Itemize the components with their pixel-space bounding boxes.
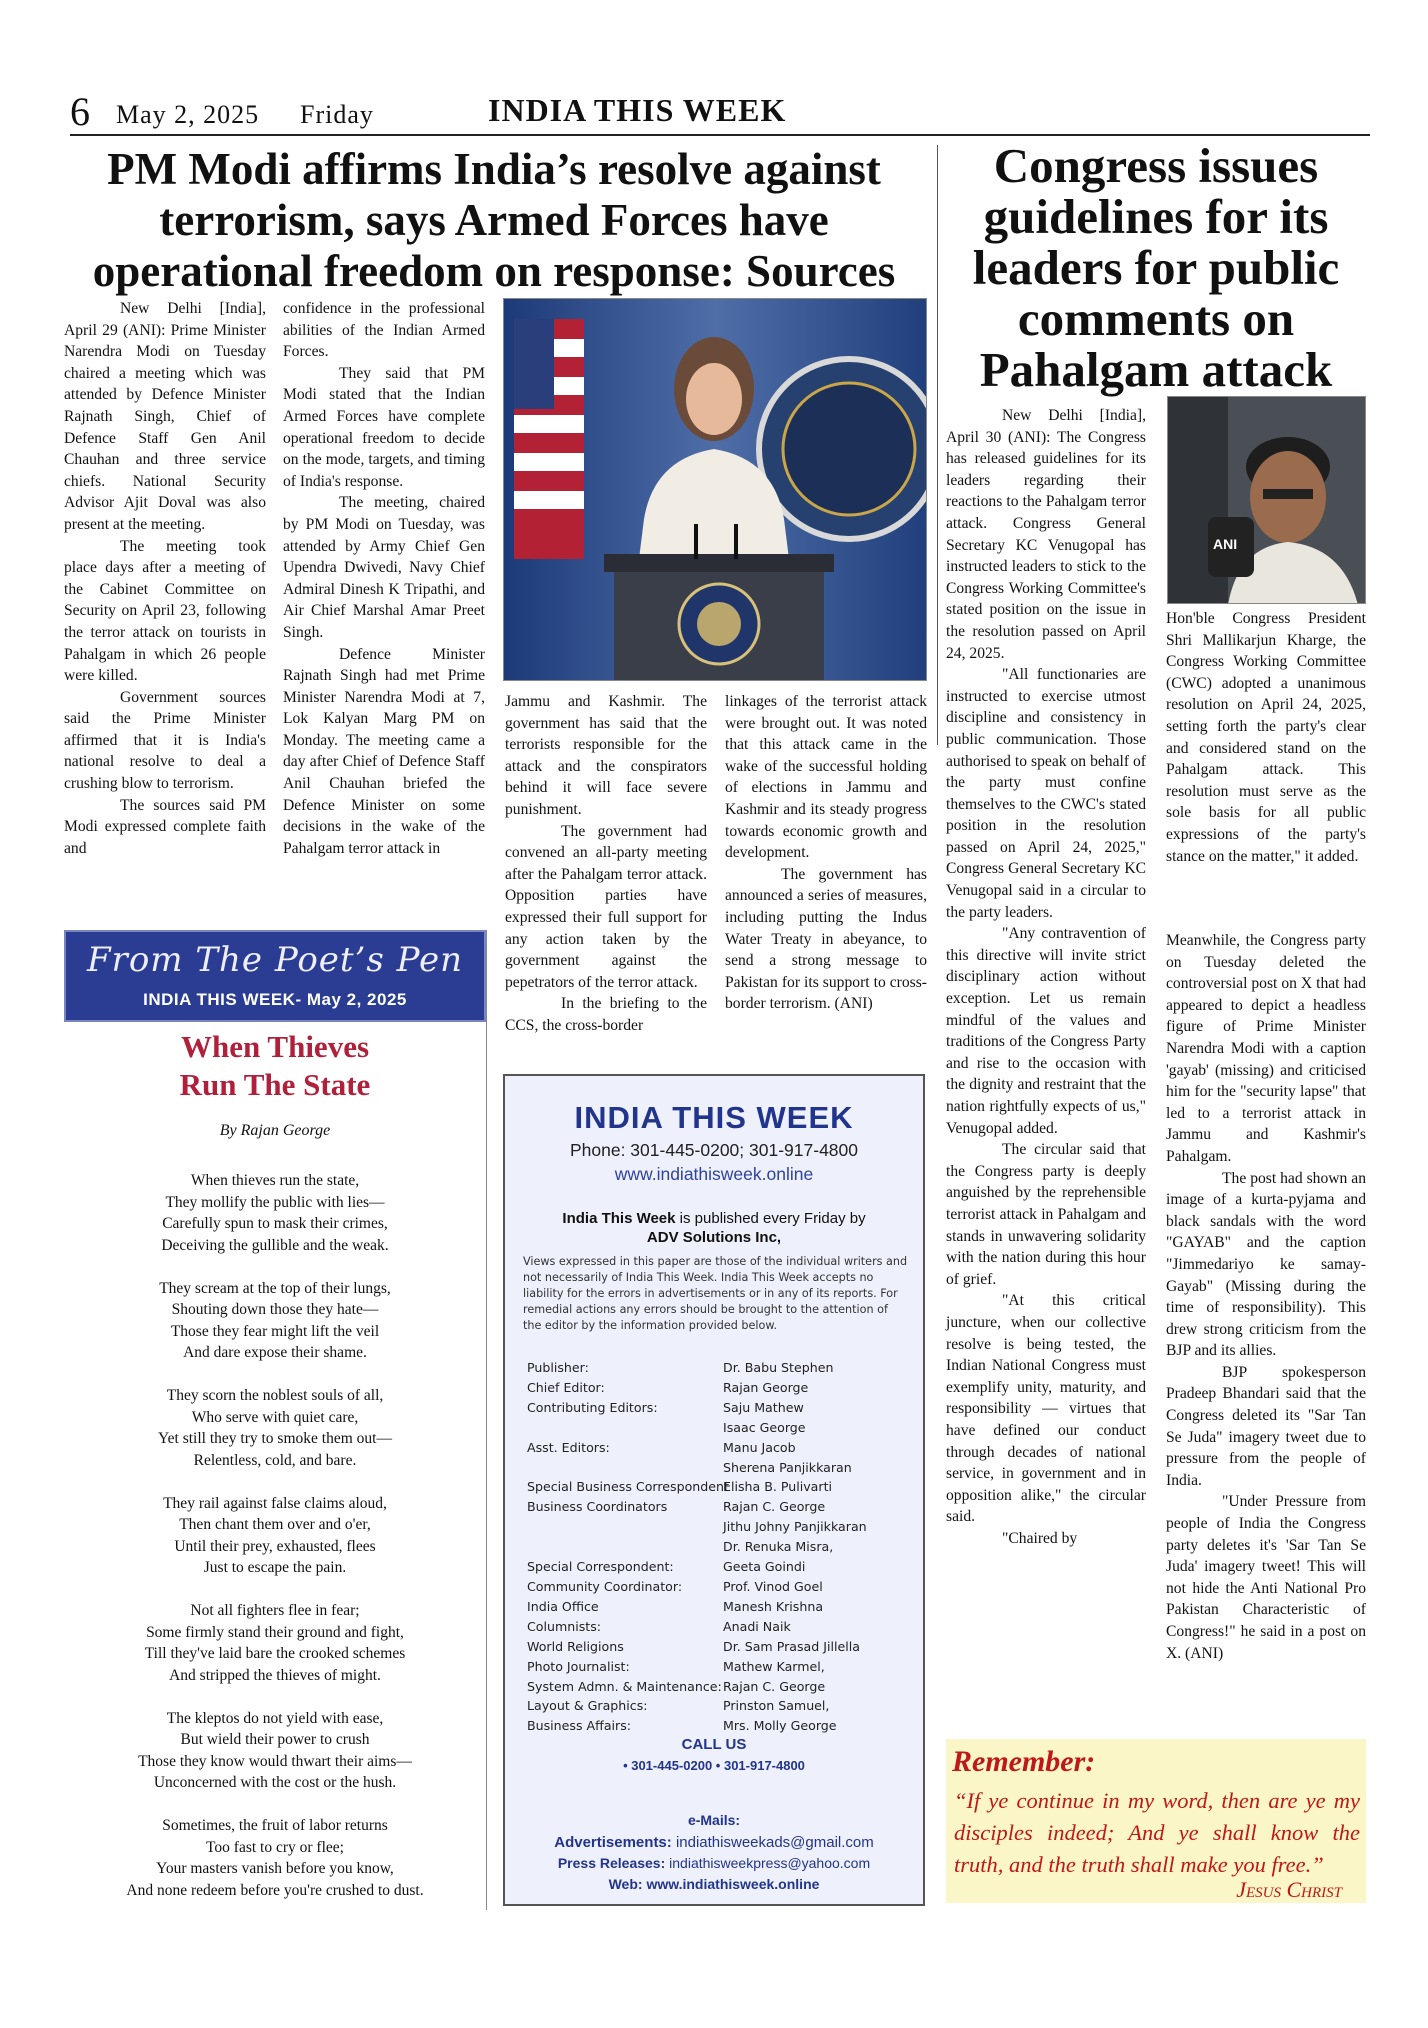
disclaimer: Views expressed in this paper are those of the individual writers and not necessarily of India This Week. India This Week accepts no liability for the errors in advertisements or in any of its reports. For remedial actions any errors should be brought to the attention of the editor by the information provided below.	[523, 1255, 908, 1332]
masthead-website-link[interactable]: www.indiathisweek.online	[614, 1164, 814, 1184]
staff-row	[527, 1517, 917, 1537]
staff-row	[527, 1716, 917, 1736]
article1-column-1	[64, 298, 266, 859]
paragraph: BJP spokesperson Pradeep Bhandari said that the Congress deleted its "Sar Tan Se Juda" imagery tweet due to pressure from the people of India.	[1166, 1363, 1366, 1489]
poem-line: Not all fighters flee in fear;	[190, 1602, 360, 1619]
staff-name: Dr. Renuka Misra,	[723, 1539, 834, 1555]
call-us-numbers: • 301-445-0200 • 301-917-4800	[623, 1758, 805, 1773]
mic-label: ANI	[1213, 536, 1238, 552]
poem-line: Then chant them over and o'er,	[179, 1516, 371, 1533]
published-by-line	[505, 1210, 923, 1227]
poem-line: The kleptos do not yield with ease,	[166, 1709, 384, 1727]
column-divider	[486, 930, 487, 1910]
poem-line: They rail against false claims aloud,	[163, 1494, 387, 1512]
remember-title: Remember:	[952, 1745, 1096, 1778]
call-us-label: CALL US	[681, 1736, 747, 1753]
poem-line: Those they fear might lift the veil	[170, 1322, 380, 1340]
article1-column-3	[505, 691, 707, 1037]
staff-row	[527, 1418, 917, 1438]
poem-line: Those they know would thwart their aims—	[138, 1752, 412, 1770]
remember-box	[946, 1739, 1366, 1903]
paragraph: "Chaired by	[1002, 1529, 1078, 1547]
staff-row	[527, 1617, 917, 1637]
paragraph: Jammu and Kashmir. The government has said that the terrorists responsible for the attack and the conspirators behind it will face severe punishment.	[505, 693, 707, 818]
staff-row	[527, 1677, 917, 1697]
paragraph: They said that PM Modi stated that the Indian Armed Forces have complete operational freedom to decide on the mode, targets, and timing of India's response.	[283, 364, 485, 490]
remember-author: Jesus Christ	[1236, 1877, 1342, 1902]
staff-name: Saju Mathew	[723, 1399, 804, 1415]
staff-name: Rajan C. George	[723, 1678, 826, 1694]
staff-name: Manesh Krishna	[723, 1598, 824, 1614]
masthead-box	[503, 1074, 925, 1906]
paragraph: In the briefing to the CCS, the cross-border	[505, 995, 707, 1034]
staff-name: Mrs. Molly George	[723, 1718, 837, 1734]
staff-row	[527, 1637, 917, 1657]
staff-role: System Admn. & Maintenance:	[527, 1678, 722, 1694]
poem-line: And dare expose their shame.	[183, 1344, 367, 1361]
staff-role: Special Correspondent:	[527, 1559, 674, 1575]
masthead-phone: Phone: 301-445-0200; 301-917-4800	[569, 1140, 858, 1160]
poem-stanza	[64, 1815, 486, 1901]
paragraph: Government sources said the Prime Minister affirmed that it is India's national resolve to deal a crushing blow to terrorism.	[64, 688, 266, 793]
staff-role: India Office	[527, 1598, 599, 1614]
staff-name: Dr. Babu Stephen	[723, 1360, 834, 1375]
publisher-company: ADV Solutions Inc,	[646, 1229, 782, 1246]
poem-line: They mollify the public with lies—	[165, 1193, 385, 1211]
paragraph: Meanwhile, the Congress party on Tuesday deleted the controversial post on X that had appeared to depict a headless figure of Prime Minister Narendra Modi with a caption 'gayab' (missing) and criticised him for the "security lapse" that led to a terrorist attack in Jammu and Kashmir's Pahalgam.	[1166, 932, 1366, 1165]
poem-line: Until their prey, exhausted, flees	[174, 1537, 376, 1555]
poem-line: And none redeem before you're crushed to dust.	[126, 1881, 424, 1899]
staff-row	[527, 1438, 917, 1458]
article1-headline: PM Modi affirms India’s resolve against terrorism, says Armed Forces have operational freedom on response: Sources	[92, 144, 896, 296]
press-label: Press Releases:	[557, 1855, 666, 1871]
staff-name: Elisha B. Pulivarti	[723, 1479, 833, 1495]
staff-role	[527, 1537, 723, 1557]
publication-name: INDIA THIS WEEK	[488, 92, 787, 128]
ads-label: Advertisements:	[554, 1834, 672, 1851]
staff-row	[527, 1577, 917, 1597]
poem-line: Deceiving the gullible and the weak.	[161, 1236, 389, 1254]
staff-row	[527, 1597, 917, 1617]
poem-title	[64, 1028, 486, 1104]
staff-row	[527, 1537, 917, 1557]
poem-line: They scorn the noblest souls of all,	[166, 1387, 384, 1404]
leader-photo-caption: Hon'ble Congress President Shri Mallikarjun Kharge, the Congress Working Committee (CWC) adopted a unanimous resolution on April 24, 2025, setting forth the party's clear and considered stand on the Pahalgam attack. This resolution must serve as the sole basis for all public expressions of the party's stance on the matter," it added.	[1166, 610, 1366, 865]
staff-role: Community Coordinator:	[527, 1578, 683, 1594]
poem-line: Your masters vanish before you know,	[156, 1860, 394, 1877]
staff-row	[527, 1696, 917, 1716]
paragraph: The government had convened an all-party meeting after the Pahalgam terror attack. Opposition parties have expressed their full support for any action taken by the government against the pepetrators of the terror attack.	[505, 822, 707, 991]
staff-role	[527, 1418, 723, 1438]
staff-role: Business Affairs:	[527, 1718, 632, 1734]
paragraph: Defence Minister Rajnath Singh had met Prime Minister Narendra Modi at 7, Lok Kalyan Marg PM on Monday. The meeting came a day after Chief of Defence Staff Anil Chauhan briefed the Defence Minister on some decisions in the wake of the Pahalgam terror attack in	[283, 645, 485, 857]
staff-row	[527, 1358, 917, 1378]
paragraph: "Under Pressure from people of India the Congress party deletes it's 'Sar Tan Se Juda' imagery tweet! This will not hide the Anti National Pro Pakistan Characteristic of Congress!" he said in a post on X. (ANI)	[1166, 1493, 1366, 1662]
staff-row	[527, 1458, 917, 1478]
poem-stanza	[64, 1278, 486, 1364]
staff-name: Mathew Karmel,	[723, 1658, 825, 1674]
staff-name: Rajan C. George	[723, 1499, 826, 1515]
staff-role: Chief Editor:	[527, 1379, 605, 1395]
column-divider	[937, 145, 938, 745]
poets-pen-subtitle: INDIA THIS WEEK- May 2, 2025	[143, 990, 407, 1009]
paragraph: The meeting, chaired by PM Modi on Tuesday, was attended by Army Chief Gen Upendra Dwivedi, Navy Chief Admiral Dinesh K Tripathi, and Air Chief Marshal Amar Preet Singh.	[283, 494, 485, 641]
staff-name: Manu Jacob	[723, 1439, 796, 1455]
poem-line: And stripped the thieves of might.	[169, 1666, 381, 1684]
remember-quote: “If ye continue in my word, then are ye my disciples indeed; And ye shall know the truth, and the truth shall make you free.”	[954, 1788, 1360, 1877]
press-email[interactable]	[505, 1855, 923, 1871]
poem-line: But wield their power to crush	[180, 1731, 370, 1748]
article1-column-2	[283, 298, 485, 859]
poem-line: Carefully spun to mask their crimes,	[162, 1215, 388, 1232]
poem-title-line: When Thieves	[180, 1029, 370, 1064]
poem-line: Too fast to cry or flee;	[206, 1838, 344, 1856]
staff-name: Isaac George	[723, 1419, 806, 1435]
staff-list	[527, 1358, 917, 1736]
ads-email-value: indiathisweekads@gmail.com	[671, 1834, 874, 1851]
staff-row	[527, 1557, 917, 1577]
ads-email[interactable]	[505, 1834, 923, 1851]
poem-line: Who serve with quiet care,	[191, 1408, 359, 1426]
article2-column-2	[1166, 930, 1366, 1664]
paragraph: linkages of the terrorist attack were brought out. It was noted that this attack came in the wake of the successful holding of elections in Jammu and Kashmir and its steady progress towards economic growth and development.	[725, 693, 927, 862]
staff-row	[527, 1477, 917, 1497]
staff-role: Special Business Correspondent	[527, 1479, 729, 1495]
staff-role: Columnists:	[527, 1618, 602, 1634]
emails-label: e-Mails:	[687, 1812, 741, 1828]
staff-row	[527, 1657, 917, 1677]
published-text: is published every Friday by	[675, 1210, 866, 1227]
staff-role: Photo Journalist:	[527, 1658, 630, 1674]
poem-line: Unconcerned with the cost or the hush.	[153, 1774, 397, 1791]
paragraph: "All functionaries are instructed to exercise utmost discipline and consistency in public communication. Those authorised to speak on behalf of the party must confine themselves to the CWC's stated position in the resolution passed on April 24, 2025," Congress General Secretary KC Venugopal said in a circular to the party leaders.	[946, 666, 1146, 921]
issue-day: Friday	[300, 100, 374, 129]
staff-row	[527, 1497, 917, 1517]
paragraph: New Delhi [India], April 29 (ANI): Prime Minister Narendra Modi on Tuesday chaired a meeting which was attended by Defence Minister Rajnath Singh, Chief of Defence Staff Gen Anil Chauhan and three service chiefs. National Security Advisor Ajit Doval was also present at the meeting.	[64, 300, 266, 533]
poem-stanza	[64, 1385, 486, 1471]
paragraph: New Delhi [India], April 30 (ANI): The Congress has released guidelines for its leaders regarding their reactions to the Pahalgam terror attack. Congress General Secretary KC Venugopal has instructed leaders to stick to the Congress Working Committee's stated position on the issue in the resolution passed on April 24, 2025.	[946, 407, 1146, 662]
staff-row	[527, 1398, 917, 1418]
poem-line: Till they've laid bare the crooked schemes	[144, 1645, 406, 1662]
staff-role: Contributing Editors:	[527, 1399, 658, 1415]
staff-role	[527, 1458, 723, 1478]
staff-name: Jithu Johny Panjikkaran	[723, 1519, 867, 1535]
poem-stanza	[64, 1493, 486, 1579]
poem-author: By Rajan George	[219, 1122, 331, 1139]
paragraph: The government has announced a series of measures, including putting the Indus Water Treaty in abeyance, to send a strong message to Pakistan for its support to cross-border terrorism. (ANI)	[725, 865, 927, 1013]
poem-title-line: Run The State	[179, 1067, 371, 1102]
paragraph: The sources said PM Modi expressed complete faith and	[64, 796, 266, 857]
staff-role	[527, 1517, 723, 1537]
poem-line: Some firmly stand their ground and fight,	[146, 1623, 404, 1641]
poem-stanza	[64, 1708, 486, 1794]
web-link[interactable]: Web: www.indiathisweek.online	[608, 1876, 820, 1892]
masthead-title: INDIA THIS WEEK	[574, 1100, 854, 1135]
staff-name: Prof. Vinod Goel	[723, 1578, 823, 1594]
staff-role: Business Coordinators	[527, 1499, 668, 1515]
leader-photo	[1167, 396, 1366, 604]
staff-name: Anadi Naik	[723, 1618, 791, 1634]
staff-name: Dr. Sam Prasad Jillella	[723, 1638, 860, 1654]
poem-body	[64, 1170, 486, 1923]
article2-headline: Congress issues guidelines for its leaders for public comments on Pahalgam attack	[972, 138, 1340, 397]
poem-line: Shouting down those they hate—	[171, 1301, 379, 1318]
staff-role: Layout & Graphics:	[527, 1698, 648, 1714]
poem-line: Sometimes, the fruit of labor returns	[162, 1817, 388, 1834]
poem-line: Just to escape the pain.	[203, 1559, 347, 1576]
issue-date: May 2, 2025	[116, 100, 260, 129]
staff-name: Geeta Goindi	[723, 1559, 806, 1575]
paragraph: The post had shown an image of a kurta-pyjama and black sandals with the word "GAYAB" and the caption "Jimmedariyo ke samay- Gayab" (Missing during the time of responsibility). This drew strong criticism from the BJP and its allies.	[1166, 1169, 1366, 1360]
staff-row	[527, 1378, 917, 1398]
staff-name: Sherena Panjikkaran	[723, 1459, 852, 1475]
article2-column-1	[946, 405, 1146, 1549]
poem-line: They scream at the top of their lungs,	[159, 1279, 391, 1297]
paragraph: The meeting took place days after a meeting of the Cabinet Committee on Security on April 23, following the terror attack on tourists in Pahalgam in which 26 people were killed.	[64, 537, 266, 685]
staff-name: Prinston Samuel,	[723, 1698, 830, 1714]
paragraph: The circular said that the Congress party is deeply anguished by the reprehensible terrorist attack in Pahalgam and stands in unwavering solidarity with the nation during this hour of grief.	[946, 1141, 1146, 1288]
poem-line: Yet still they try to smoke them out—	[158, 1430, 392, 1447]
press-email-value: indiathisweekpress@yahoo.com	[665, 1855, 871, 1871]
page-header	[70, 88, 1370, 136]
page-number: 6	[70, 89, 90, 134]
paragraph: confidence in the professional abilities of the Indian Armed Forces.	[283, 300, 485, 361]
staff-role: Publisher:	[527, 1360, 589, 1375]
poem-line: Relentless, cold, and bare.	[193, 1451, 357, 1469]
poem-stanza	[64, 1600, 486, 1686]
poets-pen-banner	[64, 930, 486, 1022]
poem-stanza	[64, 1170, 486, 1256]
article1-column-4	[725, 691, 927, 1015]
paragraph: "Any contravention of this directive will invite strict disciplinary action without exception. Let us remain mindful of the values and traditions of the Congress Party and rise to the occasion with the dignity and restraint that the nation rightfully expects of us," Venugopal added.	[946, 925, 1146, 1137]
paragraph: "At this critical juncture, when our collective resolve is being tested, the Indian National Congress must exemplify unity, maturity, and responsibility — virtues that have defined our conduct through decades of national service, in government and in opposition alike," the circular said.	[946, 1292, 1146, 1526]
staff-role: Asst. Editors:	[527, 1439, 610, 1455]
poem-line: When thieves run the state,	[190, 1172, 360, 1189]
published-name: India This Week	[562, 1210, 676, 1227]
staff-name: Rajan George	[723, 1379, 809, 1395]
press-briefing-photo	[503, 298, 927, 681]
staff-role: World Religions	[527, 1638, 624, 1654]
poets-pen-title: From The Poet’s Pen	[86, 940, 464, 980]
